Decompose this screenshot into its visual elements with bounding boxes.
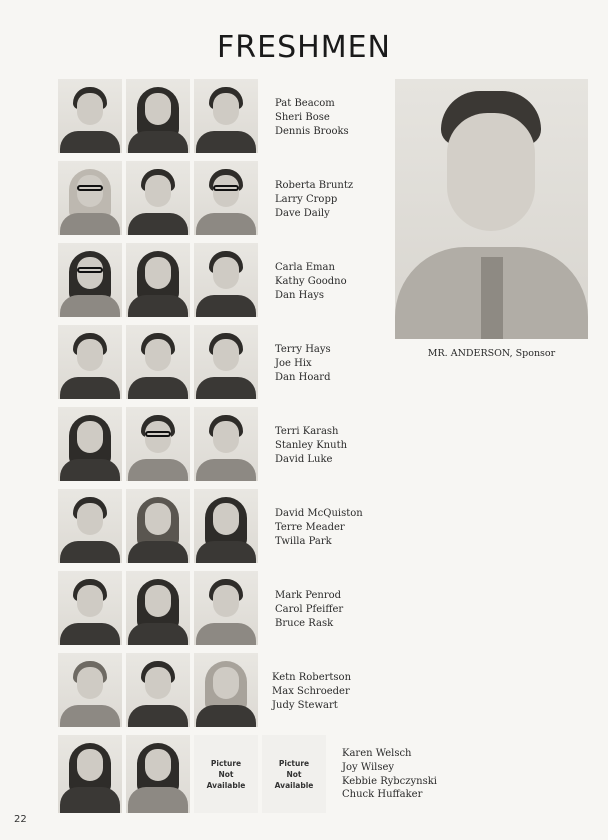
page-title: FRESHMEN — [217, 30, 391, 65]
student-name: Carla Eman — [275, 262, 335, 273]
student-name: Dave Daily — [275, 207, 330, 219]
student-name: Twilla Park — [275, 535, 332, 547]
student-name: Karen Welsch — [342, 748, 412, 759]
student-name: Dan Hays — [275, 289, 325, 301]
student-names — [275, 343, 331, 384]
student-name: Roberta Bruntz — [275, 180, 354, 191]
student-name: Kebbie Rybczynski — [342, 775, 437, 787]
student-photo — [58, 571, 122, 645]
student-photo — [194, 79, 258, 153]
student-name: Pat Beacom — [275, 98, 335, 109]
student-name: Joe Hix — [275, 357, 312, 369]
student-photo — [58, 325, 122, 399]
student-name: Terre Meader — [275, 521, 345, 533]
student-names — [275, 179, 353, 220]
student-photo — [126, 161, 190, 235]
student-photo — [58, 79, 122, 153]
student-name: Mark Penrod — [275, 590, 342, 601]
student-name: Max Schroeder — [272, 685, 350, 697]
student-photo — [126, 407, 190, 481]
student-name: Judy Stewart — [272, 699, 338, 711]
student-name: Carol Pfeiffer — [275, 603, 344, 615]
student-names — [275, 261, 347, 302]
student-names — [272, 671, 351, 712]
student-name: Joy Wilsey — [342, 761, 395, 773]
student-name: Chuck Huffaker — [342, 789, 423, 801]
student-photo — [194, 243, 258, 317]
student-photo — [194, 571, 258, 645]
student-name: Dennis Brooks — [275, 125, 349, 137]
student-name: Bruce Rask — [275, 617, 334, 629]
student-name: Terri Karash — [275, 426, 339, 437]
page-number: 22 — [14, 814, 27, 825]
sponsor-photo — [395, 79, 588, 339]
student-photo — [126, 735, 190, 813]
student-names — [342, 747, 437, 802]
student-names — [275, 589, 343, 630]
student-photo — [194, 325, 258, 399]
picture-not-available: Picture Not Available — [262, 735, 326, 813]
student-photo — [194, 489, 258, 563]
student-name: David McQuiston — [275, 508, 363, 519]
picture-not-available: Picture Not Available — [194, 735, 258, 813]
student-photo — [126, 653, 190, 727]
student-names — [275, 97, 349, 138]
student-names — [275, 507, 363, 548]
student-name: Stanley Knuth — [275, 439, 348, 451]
student-names — [275, 425, 347, 466]
student-name: Ketn Robertson — [272, 672, 352, 683]
student-photo — [194, 407, 258, 481]
sponsor-caption: MR. ANDERSON, Sponsor — [427, 348, 556, 359]
student-photo — [58, 407, 122, 481]
student-name: Dan Hoard — [275, 371, 331, 383]
student-photo — [126, 79, 190, 153]
student-name: Kathy Goodno — [275, 275, 347, 287]
student-name: Sheri Bose — [275, 111, 330, 123]
student-photo — [126, 489, 190, 563]
student-photo — [194, 161, 258, 235]
student-name: Terry Hays — [275, 344, 331, 355]
student-photo — [58, 735, 122, 813]
student-photo — [126, 325, 190, 399]
student-name: David Luke — [275, 453, 333, 465]
student-photo — [58, 489, 122, 563]
student-photo — [58, 653, 122, 727]
student-photo — [58, 243, 122, 317]
student-photo — [126, 243, 190, 317]
student-photo — [194, 653, 258, 727]
student-name: Larry Cropp — [275, 193, 338, 205]
student-photo — [58, 161, 122, 235]
student-photo — [126, 571, 190, 645]
